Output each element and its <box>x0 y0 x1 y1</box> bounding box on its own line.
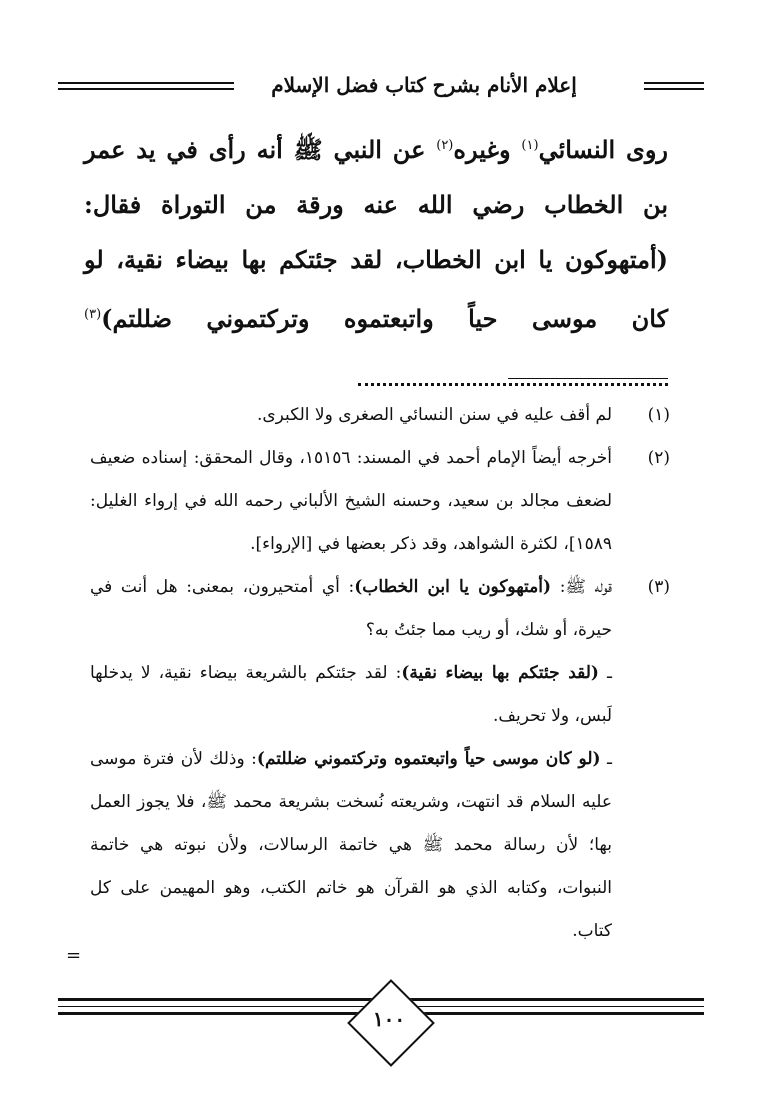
running-header-title: إعلام الأنام بشرح كتاب فضل الإسلام <box>234 70 614 100</box>
explanation: : أي أمتحيرون، بمعنى: هل أنت في حيرة، أو شك، أو ريب مما جئتُ به؟ <box>90 577 612 640</box>
explanation: : لقد جئتكم بالشريعة بيضاء نقية، لا يدخلها لَبس، ولا تحريف. <box>90 663 612 726</box>
footnote-text: أخرجه أيضاً الإمام أحمد في المسند: ١٥١٥٦، وقال المحقق: إسناده ضعيف لضعف مجالد بن سعيد، وحسنه الشيخ الألباني رحمه الله في إرواء الغليل: ١٥٨٩]، لكثرة الشواهد، وقد ذكر بعضها في [الإرواء]. <box>90 448 612 554</box>
explanation: : وذلك لأن فترة موسى عليه السلام قد انتهت، وشريعته نُسخت بشريعة محمد ﷺ، فلا يجوز العمل بها؛ لأن رسالة محمد ﷺ هي خاتمة الرسالات، ولأن نبوته هي خاتمة النبوات، وكتابه الذي هو القرآن هو خاتم الكتب، وهو المهيمن على كل كتاب. <box>90 749 612 941</box>
main-text-part-3: عن النبي ﷺ أنه رأى في يد عمر بن الخطاب رضي الله عنه ورقة من التوراة فقال: (أمتهوكون يا ابن الخطاب، لقد جئتكم بها بيضاء نقية، لو كان موسى حياً واتبعتموه وتركتموني ضللتم) <box>84 135 668 333</box>
quoted-phrase: (أمتهوكون يا ابن الخطاب) <box>354 577 552 597</box>
footnote-number: (٢) <box>647 448 670 468</box>
footnotes <box>90 394 670 953</box>
footnote-lead: قوله ﷺ: <box>551 577 612 597</box>
page-footer <box>58 990 704 1050</box>
footnote-paragraph-2 <box>90 652 612 738</box>
main-text-part-2: وغيره <box>453 135 522 164</box>
main-paragraph <box>84 118 668 401</box>
footnote-ref-1: (١) <box>521 138 539 153</box>
page-number: ١٠٠ <box>372 1007 406 1031</box>
footnote-number: (٣) <box>647 577 670 597</box>
footnote-ref-2: (٢) <box>436 138 454 153</box>
footnote-paragraph-3 <box>90 738 612 953</box>
dash-lead: ـ <box>600 749 612 769</box>
footnote-1 <box>90 394 670 437</box>
footnote-separator <box>508 378 668 379</box>
dash-lead: ـ <box>598 663 612 683</box>
main-text <box>84 118 668 401</box>
main-text-part-1: روى النسائي <box>538 135 668 164</box>
continuation-mark: = <box>66 945 82 966</box>
dotted-filler <box>358 365 668 386</box>
footnote-paragraph-1 <box>90 566 612 652</box>
footnote-text: لم أقف عليه في سنن النسائي الصغرى ولا الكبرى. <box>256 405 612 425</box>
quoted-phrase: (لو كان موسى حياً واتبعتموه وتركتموني ضللتم) <box>256 749 601 769</box>
footnote-3 <box>90 566 670 953</box>
footnote-ref-3: (٣) <box>84 307 102 322</box>
quoted-phrase: (لقد جئتكم بها بيضاء نقية) <box>401 663 599 683</box>
footnote-2 <box>90 437 670 566</box>
footnote-number: (١) <box>647 405 670 425</box>
